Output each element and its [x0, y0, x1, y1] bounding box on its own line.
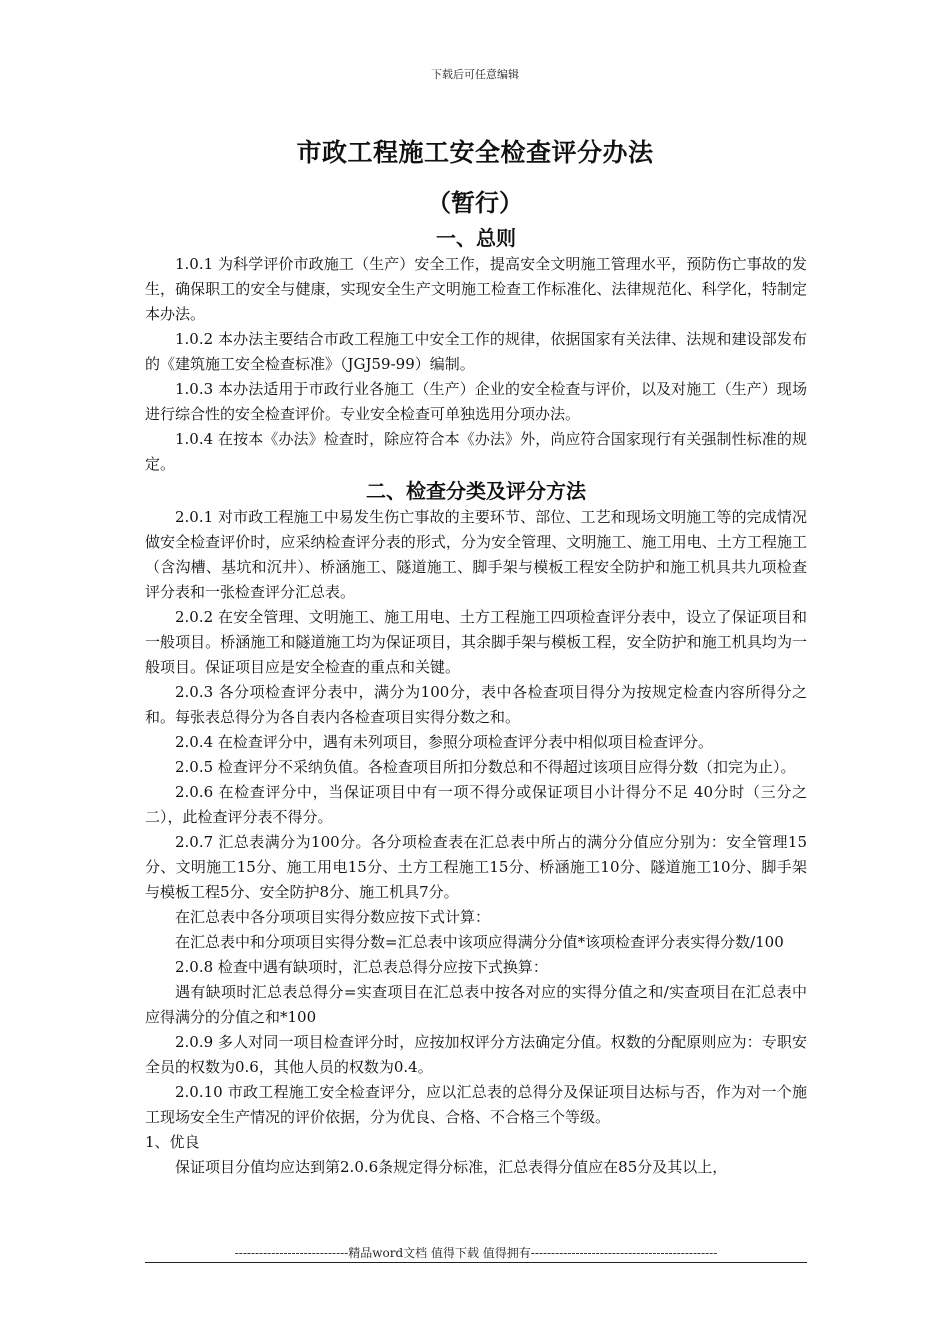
paragraph: 2.0.3 各分项检查评分表中，满分为100分，表中各检查项目得分为按规定检查内容所得分之和。每张表总得分为各自表内各检查项目实得分数之和。 — [145, 683, 807, 726]
paragraph: 在汇总表中和分项项目实得分数=汇总表中该项应得满分分值*该项检查评分表实得分数/100 — [175, 933, 784, 951]
section-heading-methods: 二、检查分类及评分方法 — [366, 479, 586, 503]
paragraph: 1.0.2 本办法主要结合市政工程施工中安全工作的规律，依据国家有关法律、法规和建设部发布的《建筑施工安全检查标准》（JGJ59-99）编制。 — [145, 330, 807, 373]
paragraph: 2.0.6 在检查评分中，当保证项目中有一项不得分或保证项目小计得分不足 40分时（三分之二），此检查评分表不得分。 — [145, 783, 807, 826]
paragraph: 1.0.3 本办法适用于市政行业各施工（生产）企业的安全检查与评价，以及对施工（生产）现场进行综合性的安全检查评价。专业安全检查可单独选用分项办法。 — [145, 380, 807, 423]
section-heading-general: 一、总则 — [436, 226, 516, 250]
footer-note: ----------------------------精品word文档 值得下载 值得拥有---------------------------------------------- — [234, 1246, 718, 1260]
document-body — [145, 224, 807, 1180]
paragraph: 1.0.4 在按本《办法》检查时，除应符合本《办法》外，尚应符合国家现行有关强制性标准的规定。 — [145, 430, 807, 473]
header-note: 下载后可任意编辑 — [431, 68, 519, 81]
paragraph: 1.0.1 为科学评价市政施工（生产）安全工作，提高安全文明施工管理水平，预防伤亡事故的发生，确保职工的安全与健康，实现安全生产文明施工检查工作标准化、法律规范化、科学化，特制定本办法。 — [145, 255, 807, 323]
paragraph: 2.0.8 检查中遇有缺项时，汇总表总得分应按下式换算： — [175, 958, 548, 976]
footer-divider — [145, 1262, 807, 1263]
paragraph: 2.0.9 多人对同一项目检查评分时，应按加权评分方法确定分值。权数的分配原则应为：专职安全员的权数为0.6，其他人员的权数为0.4。 — [145, 1033, 807, 1076]
document-title: 市政工程施工安全检查评分办法 — [296, 138, 654, 167]
document-subtitle: （暂行） — [427, 188, 523, 217]
paragraph: 在汇总表中各分项项目实得分数应按下式计算： — [175, 908, 491, 926]
paragraph: 2.0.10 市政工程施工安全检查评分，应以汇总表的总得分及保证项目达标与否，作为对一个施工现场安全生产情况的评价依据，分为优良、合格、不合格三个等级。 — [145, 1083, 807, 1126]
paragraph: 2.0.5 检查评分不采纳负值。各检查项目所扣分数总和不得超过该项目应得分数（扣完为止）。 — [175, 758, 796, 776]
list-item-label: 1、优良 — [145, 1133, 200, 1151]
paragraph: 保证项目分值均应达到第2.0.6条规定得分标准，汇总表得分值应在85分及其以上， — [175, 1158, 728, 1176]
paragraph: 2.0.7 汇总表满分为100分。各分项检查表在汇总表中所占的满分分值应分别为：安全管理15分、文明施工15分、施工用电15分、土方工程施工15分、桥涵施工10分、隧道施工10分、脚手架与模板工程5分、安全防护8分、施工机具7分。 — [145, 833, 807, 901]
paragraph: 2.0.4 在检查评分中，遇有未列项目，参照分项检查评分表中相似项目检查评分。 — [175, 733, 713, 751]
paragraph: 2.0.2 在安全管理、文明施工、施工用电、土方工程施工四项检查评分表中，设立了保证项目和一般项目。桥涵施工和隧道施工均为保证项目，其余脚手架与模板工程，安全防护和施工机具均为一般项目。保证项目应是安全检查的重点和关键。 — [145, 608, 807, 676]
paragraph: 遇有缺项时汇总表总得分=实查项目在汇总表中按各对应的实得分值之和/实查项目在汇总表中应得满分的分值之和*100 — [145, 983, 807, 1026]
paragraph: 2.0.1 对市政工程施工中易发生伤亡事故的主要环节、部位、工艺和现场文明施工等的完成情况做安全检查评价时，应采纳检查评分表的形式，分为安全管理、文明施工、施工用电、土方工程施工（含沟槽、基坑和沉井）、桥涵施工、隧道施工、脚手架与模板工程安全防护和施工机具共九项检查评分表和一张检查评分汇总表。 — [145, 508, 807, 601]
